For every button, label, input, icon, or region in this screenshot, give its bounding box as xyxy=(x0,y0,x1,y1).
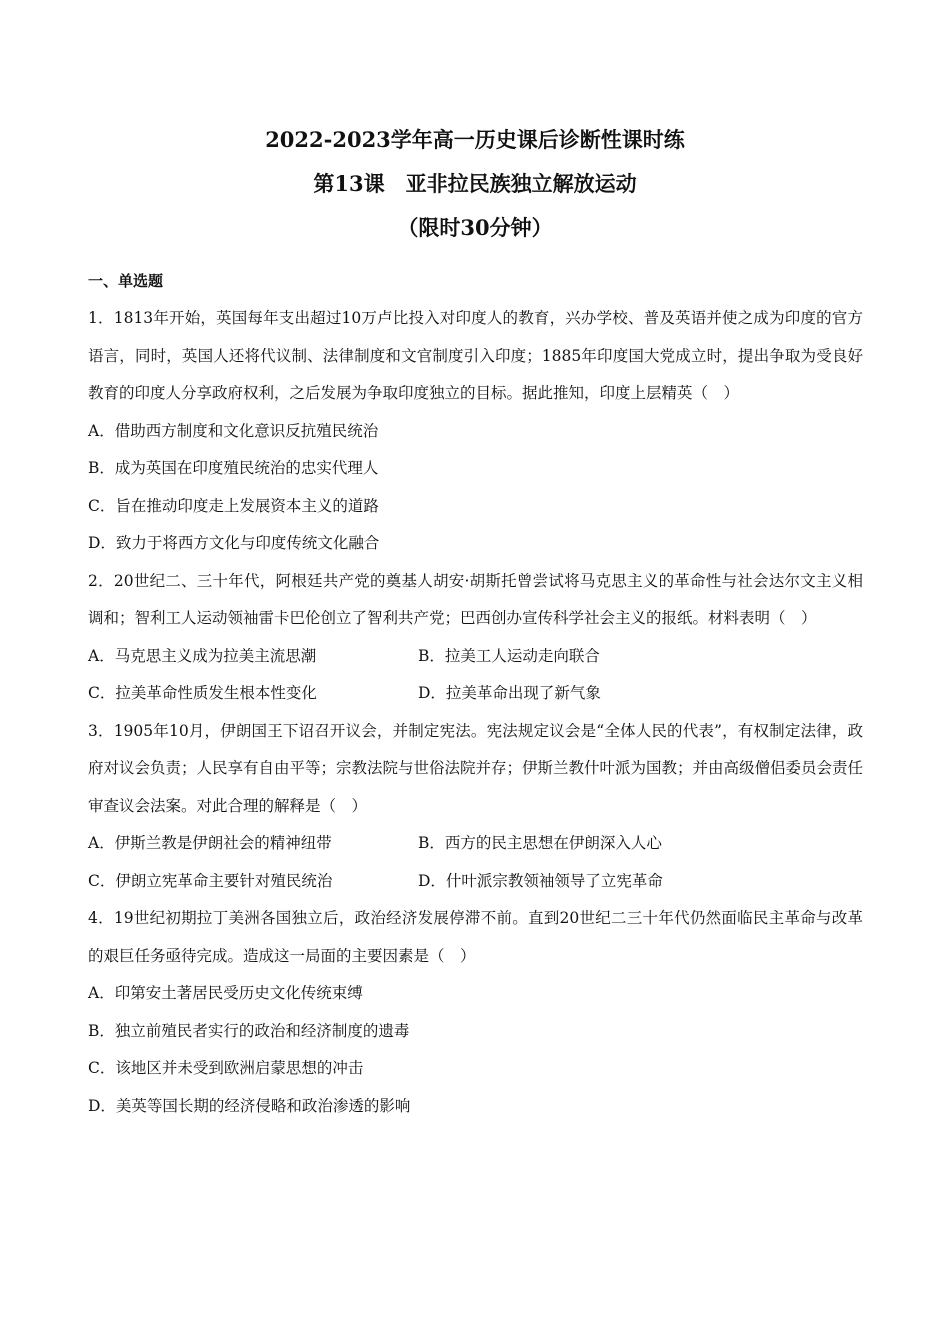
option-a: A．借助西方制度和文化意识反抗殖民统治 xyxy=(88,421,379,440)
question-stem: 1．1813年开始，英国每年支出超过10万卢比投入对印度人的教育，兴办学校、普及英语并使之成为印度的官方语言，同时，英国人还将代议制、法律制度和文官制度引入印度；1885年印度国大党成立时，提出争取为受良好教育的印度人分享政府权利，之后发展为争取印度独立的目标。据此推知，印度上层精英（ ） xyxy=(88,309,863,402)
option-c: C．伊朗立宪革命主要针对殖民统治 xyxy=(88,871,333,890)
question-stem: 2．20世纪二、三十年代，阿根廷共产党的奠基人胡安·胡斯托曾尝试将马克思主义的革命性与社会达尔文主义相调和；智利工人运动领袖雷卡巴伦创立了智利共产党；巴西创办宣传科学社会主义的报纸。材料表明（ ） xyxy=(88,571,863,627)
option-a: A．马克思主义成为拉美主流思潮 xyxy=(88,646,317,665)
option-row xyxy=(88,863,863,901)
option-b: B．独立前殖民者实行的政治和经济制度的遗毒 xyxy=(88,1021,410,1040)
option-b: B．拉美工人运动走向联合 xyxy=(418,646,600,665)
question-list xyxy=(88,300,863,1125)
option-d: D．致力于将西方文化与印度传统文化融合 xyxy=(88,534,380,552)
option-a: A．伊斯兰教是伊朗社会的精神纽带 xyxy=(88,834,332,852)
document-title: 2022-2023学年高一历史课后诊断性课时练 xyxy=(265,127,685,152)
section-heading: 一、单选题 xyxy=(88,272,164,290)
option-d: D．美英等国长期的经济侵略和政治渗透的影响 xyxy=(88,1096,411,1115)
option-row xyxy=(88,638,863,676)
option-c: C．拉美革命性质发生根本性变化 xyxy=(88,684,317,702)
time-limit: （限时30分钟） xyxy=(397,215,553,240)
question-2 xyxy=(88,563,863,713)
question-4 xyxy=(88,900,863,1125)
option-d: D．拉美革命出现了新气象 xyxy=(418,684,601,702)
option-row xyxy=(88,825,863,863)
title-block xyxy=(0,118,950,250)
option-d: D．什叶派宗教领袖领导了立宪革命 xyxy=(418,871,663,890)
option-c: C．该地区并未受到欧洲启蒙思想的冲击 xyxy=(88,1059,364,1077)
question-1 xyxy=(88,300,863,563)
question-3 xyxy=(88,713,863,901)
lesson-title: 第13课 亚非拉民族独立解放运动 xyxy=(313,171,637,196)
question-stem: 4．19世纪初期拉丁美洲各国独立后，政治经济发展停滞不前。直到20世纪二三十年代仍然面临民主革命与改革的艰巨任务亟待完成。造成这一局面的主要因素是（ ） xyxy=(88,909,863,965)
option-a: A．印第安土著居民受历史文化传统束缚 xyxy=(88,984,363,1002)
question-stem: 3．1905年10月，伊朗国王下诏召开议会，并制定宪法。宪法规定议会是“全体人民的代表”，有权制定法律，政府对议会负责；人民享有自由平等；宗教法院与世俗法院并存；伊斯兰教什叶派为国教；并由高级僧侣委员会责任审查议会法案。对此合理的解释是（ ） xyxy=(88,721,864,815)
option-b: B．成为英国在印度殖民统治的忠实代理人 xyxy=(88,459,379,477)
option-c: C．旨在推动印度走上发展资本主义的道路 xyxy=(88,496,379,515)
option-row xyxy=(88,675,863,713)
option-b: B．西方的民主思想在伊朗深入人心 xyxy=(418,834,662,852)
